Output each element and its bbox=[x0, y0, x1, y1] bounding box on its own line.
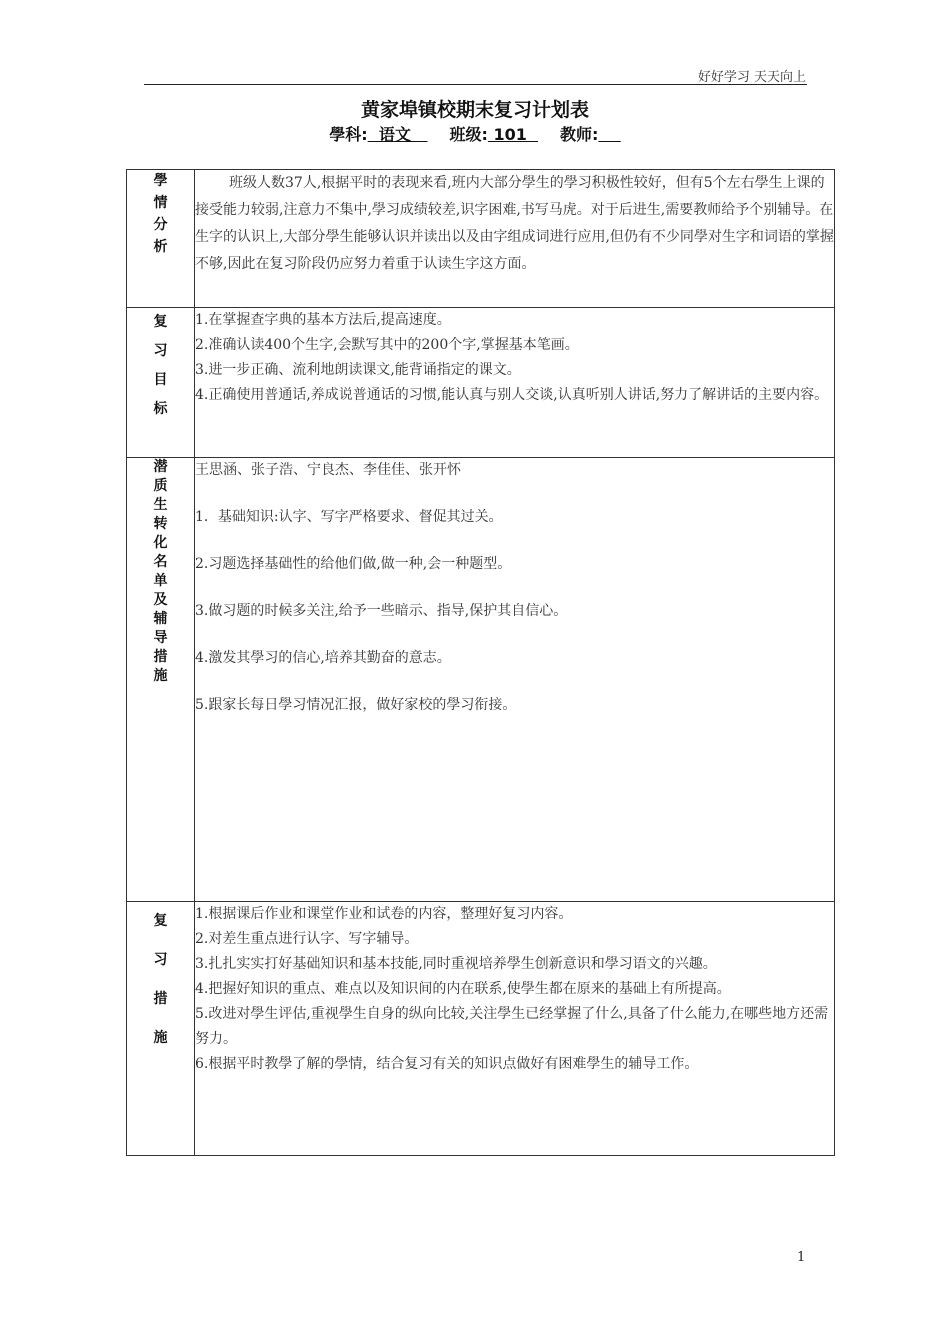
student-names: 王思涵、张子浩、宁良杰、李佳佳、张开怀 bbox=[195, 462, 461, 478]
goals-label: 复 习 目 标 bbox=[127, 308, 195, 458]
goals-cell bbox=[195, 308, 835, 458]
measure-item: 3.扎扎实实打好基础知识和基本技能,同时重视培养學生创新意识和學习语文的兴趣。 bbox=[195, 956, 717, 972]
measure-item: 4.把握好知识的重点、难点以及知识间的内在联系,使學生都在原来的基础上有所提高。 bbox=[195, 981, 731, 997]
measure-item: 5.改进对學生评估,重视學生自身的纵向比较,关注學生已经掌握了什么,具备了什么能力,在哪些地方还需努力。 bbox=[195, 1006, 829, 1047]
analysis-row bbox=[127, 170, 835, 308]
goal-item: 4.正确使用普通话,养成说普通话的习惯,能认真与别人交谈,认真听别人讲话,努力了解讲话的主要内容。 bbox=[195, 387, 829, 403]
header-motto: 好好学习 天天向上 bbox=[697, 70, 806, 85]
support-item: 4.激发其學习的信心,培养其勤奋的意志。 bbox=[195, 650, 451, 666]
struggling-cell bbox=[195, 458, 835, 902]
support-item: 5.跟家长每日學习情况汇报，做好家校的學习衔接。 bbox=[195, 697, 517, 713]
class-value: 101 bbox=[487, 125, 539, 144]
struggling-row bbox=[127, 458, 835, 902]
support-item: 2.习题选择基础性的给他们做,做一种,会一种题型。 bbox=[195, 556, 512, 572]
teacher-value bbox=[598, 125, 620, 144]
support-item: 3.做习题的时候多关注,给予一些暗示、指导,保护其自信心。 bbox=[195, 603, 568, 619]
subject-value: 语文 bbox=[367, 125, 428, 144]
struggling-label: 潜 质 生 转 化 名 单 及 辅 导 措 施 bbox=[127, 458, 195, 902]
measures-cell bbox=[195, 902, 835, 1156]
goal-item: 2.准确认读400个生字,会默写其中的200个字,掌握基本笔画。 bbox=[195, 337, 579, 353]
plan-table bbox=[126, 169, 835, 1156]
teacher-label: 教师: bbox=[560, 125, 599, 144]
goals-row bbox=[127, 308, 835, 458]
analysis-text: 班级人数37人,根据平时的表现来看,班内大部分學生的學习积极性较好，但有5个左右學生上课的接受能力较弱,注意力不集中,學习成绩较差,识字困难,书写马虎。对于后进生,需要教师给予个别辅导。在生字的认识上,大部分學生能够认识并读出以及由字组成词进行应用,但仍有不少同學对生字和词语的掌握不够,因此在复习阶段仍应努力着重于认读生字这方面。 bbox=[195, 175, 834, 272]
measures-label: 复 习 措 施 bbox=[127, 902, 195, 1156]
support-item: 1．基础知识:认字、写字严格要求、督促其过关。 bbox=[195, 509, 503, 525]
goal-item: 3.进一步正确、流利地朗读课文,能背诵指定的课文。 bbox=[195, 362, 521, 378]
goal-item: 1.在掌握查字典的基本方法后,提高速度。 bbox=[195, 312, 451, 328]
measures-row bbox=[127, 902, 835, 1156]
measure-item: 1.根据课后作业和课堂作业和试卷的内容，整理好复习内容。 bbox=[195, 906, 573, 922]
analysis-label: 學 情 分 析 bbox=[127, 170, 195, 308]
analysis-cell bbox=[195, 170, 835, 308]
document-title: 黄家埠镇校期末复习计划表 bbox=[360, 99, 589, 121]
subject-label: 學科: bbox=[329, 125, 368, 144]
measure-item: 2.对差生重点进行认字、写字辅导。 bbox=[195, 931, 419, 947]
class-label: 班级: bbox=[449, 125, 488, 144]
page-number: 1 bbox=[797, 1250, 806, 1265]
info-line bbox=[0, 122, 950, 145]
header-rule bbox=[144, 84, 807, 85]
measure-item: 6.根据平时教學了解的學情，结合复习有关的知识点做好有困难學生的辅导工作。 bbox=[195, 1056, 699, 1072]
